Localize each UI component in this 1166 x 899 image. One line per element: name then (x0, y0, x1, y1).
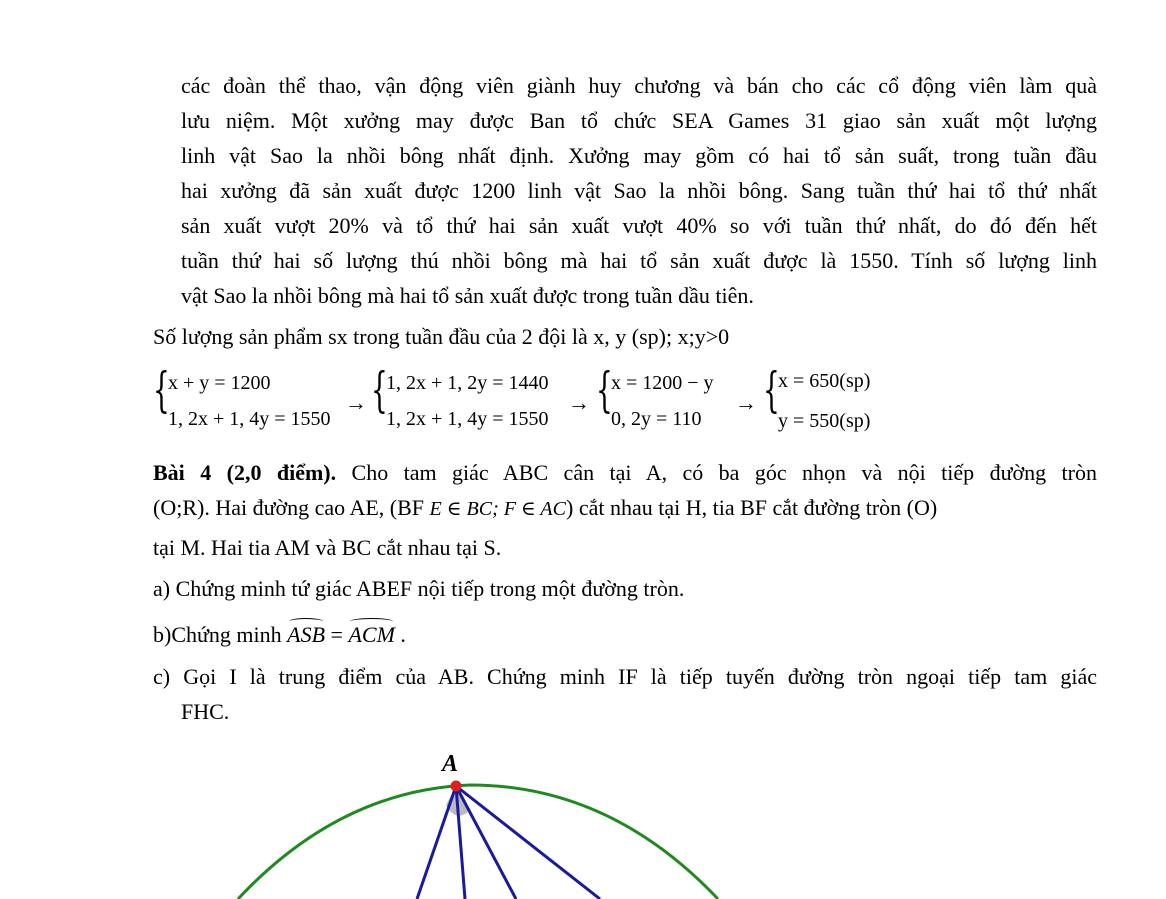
segment-a-1 (417, 786, 456, 899)
point-a-label: A (442, 751, 459, 777)
problem4-title: Bài 4 (2,0 điểm). (153, 460, 337, 485)
problem-text-line-6: tuần thứ hai số lượng thú nhồi bông mà hai tổ sản xuất được là 1550. Tính số lượng linh (181, 248, 1097, 273)
problem-text-line-4: hai xưởng đã sản xuất được 1200 linh vật Sao la nhồi bông. Sang tuần thứ hai tổ thứ nhất (181, 178, 1097, 203)
system-4-eq1: x = 650(sp) (778, 370, 871, 392)
system-2-eq2: 1, 2x + 1, 4y = 1550 (386, 408, 549, 430)
problem4-line-2-post: ) cắt nhau tại H, tia BF cắt đường tròn (O) (566, 495, 938, 520)
part-c-line-2: FHC. (181, 699, 230, 724)
brace-1: { (153, 362, 170, 418)
point-a (451, 781, 461, 791)
problem-text-line-5: sản xuất vượt 20% và tổ thứ hai sản xuất vượt 40% so với tuần thứ nhất, do đó đến hết (181, 213, 1097, 238)
arrow-1: → (345, 390, 367, 415)
part-a: a) Chứng minh tứ giác ABEF nội tiếp trong một đường tròn. (153, 576, 685, 601)
part-b-equals: = (325, 622, 349, 647)
part-b-post: . (394, 622, 406, 647)
brace-3: { (596, 362, 613, 418)
problem4-line-2-math: E ∈ BC; F ∈ AC (429, 498, 566, 520)
system-3-eq2: 0, 2y = 110 (611, 408, 702, 430)
part-b-pre: b)Chứng minh (153, 622, 288, 647)
arrow-3: → (735, 390, 757, 415)
brace-4: { (763, 362, 780, 418)
problem4-line-1-text: Cho tam giác ABC cân tại A, có ba góc nhọn và nội tiếp đường tròn (336, 460, 1097, 485)
arrow-2: → (568, 390, 590, 415)
problem-text-line-2: lưu niệm. Một xưởng may được Ban tổ chức SEA Games 31 giao sản xuất một lượng (181, 108, 1097, 133)
problem-text-line-1: các đoàn thể thao, vận động viên giành huy chương và bán cho các cổ động viên làm quà (181, 73, 1097, 98)
part-c-line-1: c) Gọi I là trung điểm của AB. Chứng minh IF là tiếp tuyến đường tròn ngoại tiếp tam giác (153, 664, 1097, 689)
system-1-eq2: 1, 2x + 1, 4y = 1550 (168, 408, 331, 430)
brace-2: { (371, 362, 388, 418)
system-3-eq1: x = 1200 − y (611, 372, 714, 394)
system-4-eq2: y = 550(sp) (778, 410, 871, 432)
angle-asb: ASB (287, 622, 326, 647)
system-1-eq1: x + y = 1200 (168, 372, 271, 394)
system-2-eq1: 1, 2x + 1, 2y = 1440 (386, 372, 549, 394)
problem4-line-3: tại M. Hai tia AM và BC cắt nhau tại S. (153, 535, 502, 560)
problem-text-line-3: linh vật Sao la nhồi bông nhất định. Xưởng may gồm có hai tổ sản suất, trong tuần đầu (181, 143, 1097, 168)
problem-text-line-7: vật Sao la nhồi bông mà hai tổ sản xuất được trong tuần dầu tiên. (181, 283, 754, 308)
angle-acm: ACM (348, 622, 395, 647)
problem4-line-2-pre: (O;R). Hai đường cao AE, (BF (153, 495, 430, 520)
solution-intro: Số lượng sản phẩm sx trong tuần đầu của 2 đội là x, y (sp); x;y>0 (153, 324, 730, 349)
